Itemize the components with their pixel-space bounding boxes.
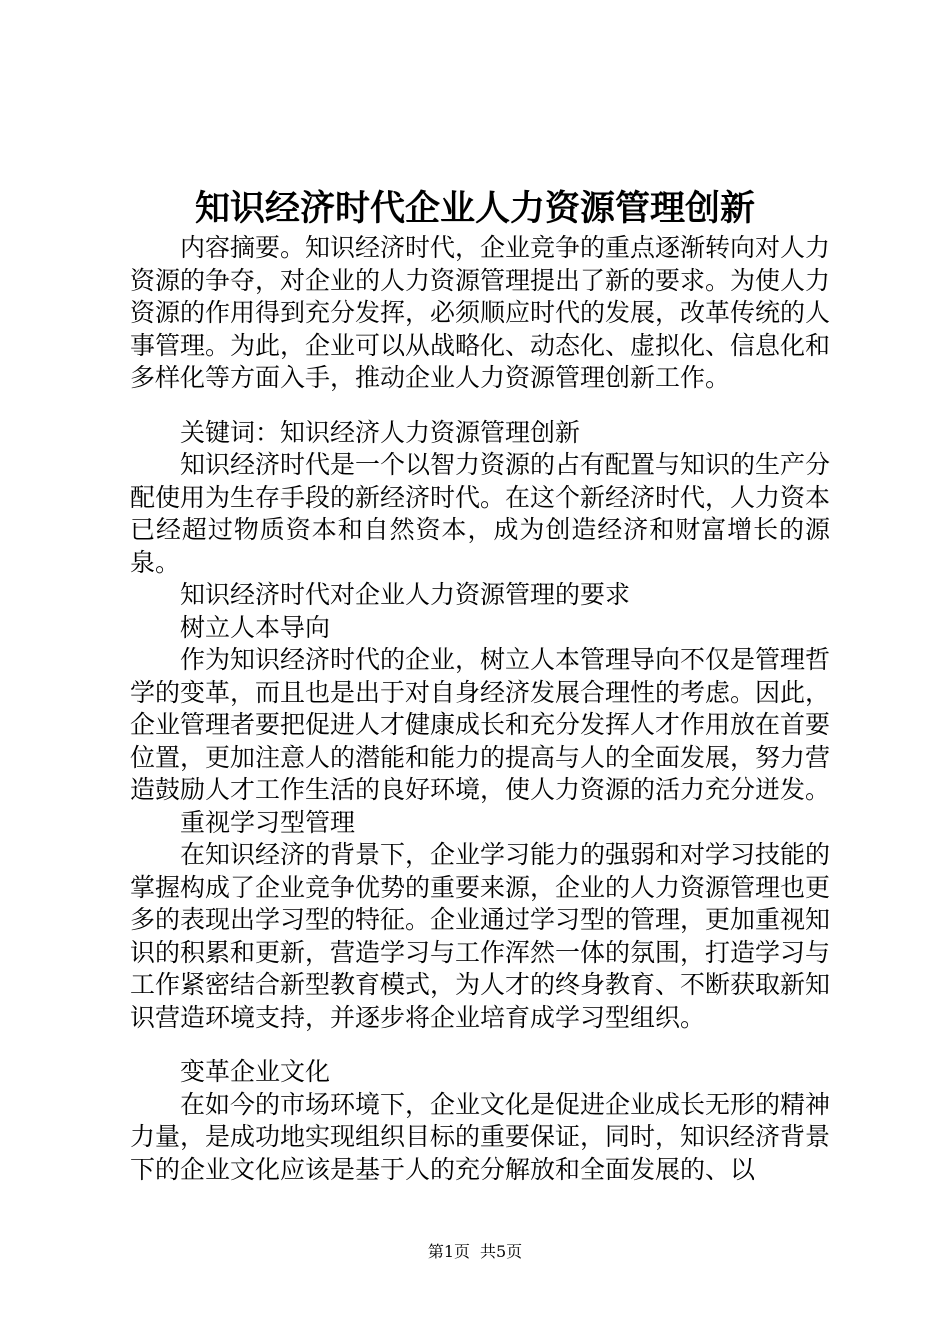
page-footer — [0, 1241, 950, 1263]
body-paragraph: 知识经济时代是一个以智力资源的占有配置与知识的生产分配使用为生存手段的新经济时代。在这个新经济时代，人力资本已经超过物质资本和自然资本，成为创造经济和财富增长的源泉。 — [130, 450, 831, 577]
document-body — [130, 232, 830, 1186]
subsection-heading: 重视学习型管理 — [180, 807, 356, 837]
document-title: 知识经济时代企业人力资源管理创新 — [194, 188, 755, 229]
subsection-heading: 变革企业文化 — [180, 1057, 331, 1086]
body-paragraph: 在如今的市场环境下，企业文化是促进企业成长无形的精神力量，是成功地实现组织目标的重要保证，同时，知识经济背景下的企业文化应该是基于人的充分解放和全面发展的、以 — [130, 1089, 831, 1184]
body-paragraph: 作为知识经济时代的企业，树立人本管理导向不仅是管理哲学的变革，而且也是出于对自身经济发展合理性的考虑。因此，企业管理者要把促进人才健康成长和充分发挥人才作用放在首要位置，更加注意人的潜能和能力的提高与人的全面发展，努力营造鼓励人才工作生活的良好环境，使人力资源的活力充分迸发。 — [130, 645, 831, 804]
keywords-line: 关键词：知识经济人力资源管理创新 — [180, 417, 581, 447]
subsection-heading: 树立人本导向 — [180, 612, 331, 642]
body-paragraph: 在知识经济的背景下，企业学习能力的强弱和对学习技能的掌握构成了企业竞争优势的重要来源，企业的人力资源管理也更多的表现出学习型的特征。企业通过学习型的管理，更加重视知识的积累和更新，营造学习与工作浑然一体的氛围，打造学习与工作紧密结合新型教育模式，为人才的终身教育、不断获取新知识营造环境支持，并逐步将企业培育成学习型组织。 — [130, 840, 831, 1032]
abstract-paragraph: 内容摘要。知识经济时代，企业竞争的重点逐渐转向对人力资源的争夺，对企业的人力资源管理提出了新的要求。为使人力资源的作用得到充分发挥，必须顺应时代的发展，改革传统的人事管理。为此，企业可以从战略化、动态化、虚拟化、信息化和多样化等方面入手，推动企业人力资源管理创新工作。 — [130, 233, 831, 392]
page-total: 共5页 — [480, 1242, 523, 1261]
page-number: 第1页 — [427, 1242, 470, 1261]
section-heading: 知识经济时代对企业人力资源管理的要求 — [180, 580, 631, 609]
